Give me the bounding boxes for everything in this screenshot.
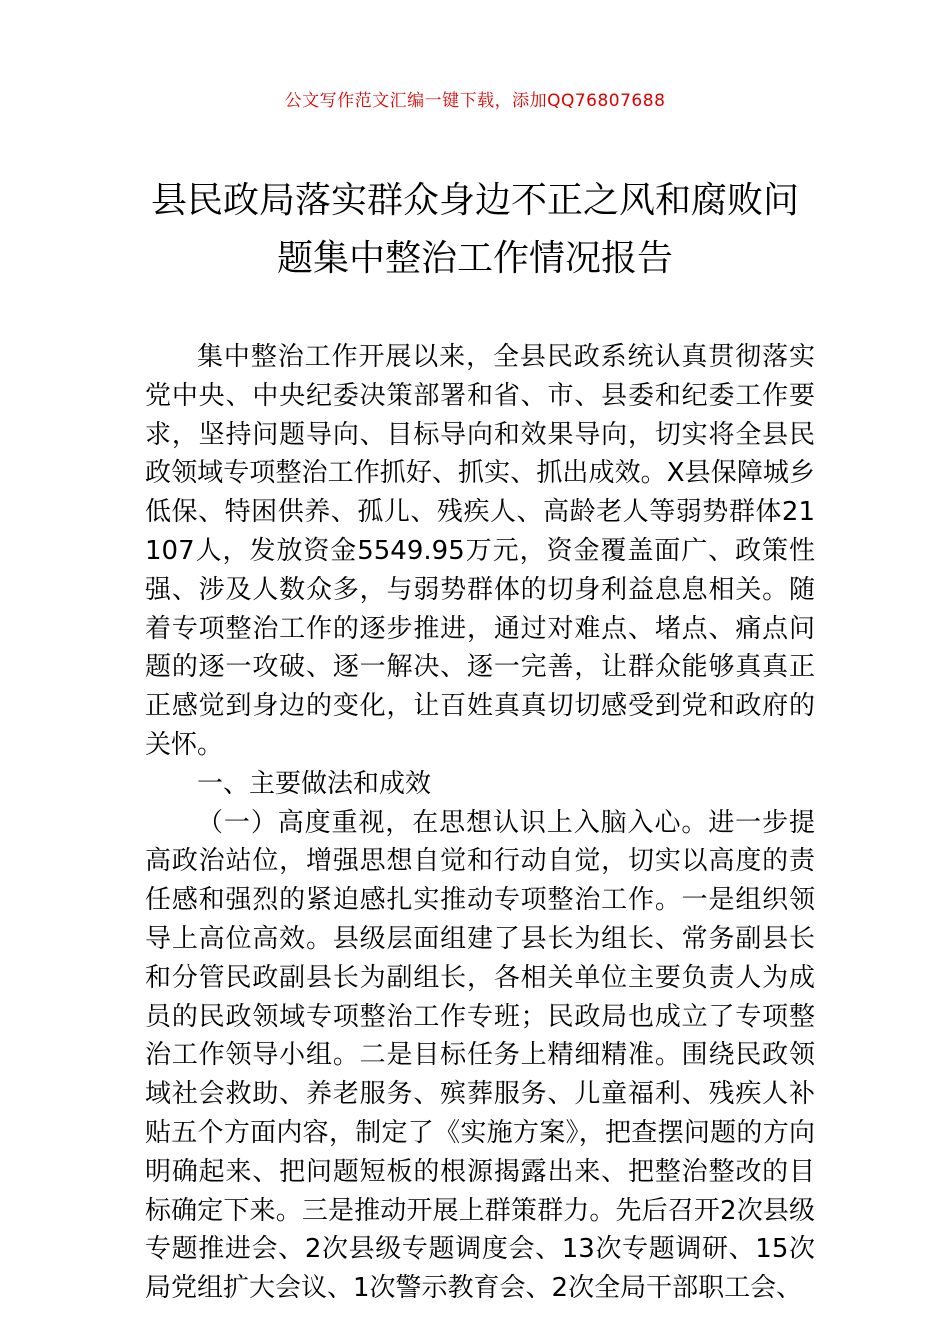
section-heading: 一、主要做法和成效 bbox=[197, 768, 432, 799]
title-line-2: 题集中整治工作情况报告 bbox=[276, 238, 673, 279]
title-line-1: 县民政局落实群众身边不正之风和腐败问 bbox=[150, 180, 799, 221]
intro-paragraph: 集中整治工作开展以来，全县民政系统认真贯彻落实党中央、中央纪委决策部署和省、市、县委和纪委工作要求，坚持问题导向、目标导向和效果导向，切实将全县民政领域专项整治工作抓好、抓实、抓出成效。X县保障城乡低保、特困供养、孤儿、残疾人、高龄老人等弱势群体21107人，发放资金5549.95万元，资金覆盖面广、政策性强、涉及人数众多，与弱势群体的切身利益息息相关。随着专项整治工作的逐步推进，通过对难点、堵点、痛点问题的逐一攻破、逐一解决、逐一完善，让群众能够真真正正感觉到身边的变化，让百姓真真切切感受到党和政府的关怀。 bbox=[145, 342, 815, 760]
report-body bbox=[145, 338, 815, 1308]
download-banner[interactable]: 公文写作范文汇编一键下载，添加QQ76807688 bbox=[284, 91, 666, 111]
section-paragraph: （一）高度重视，在思想认识上入脑入心。进一步提高政治站位，增强思想自觉和行动自觉，切实以高度的责任感和强烈的紧迫感扎实推动专项整治工作。一是组织领导上高位高效。县级层面组建了县长为组长、常务副县长和分管民政副县长为副组长，各相关单位主要负责人为成员的民政领域专项整治工作专班；民政局也成立了专项整治工作领导小组。二是目标任务上精细精准。围绕民政领域社会救助、养老服务、殡葬服务、儿童福利、残疾人补贴五个方面内容，制定了《实施方案》，把查摆问题的方向明确起来、把问题短板的根源揭露出来、把整治整改的目标确定下来。三是推动开展上群策群力。先后召开2次县级专题推进会、2次县级专题调度会、13次专题调研、15次局党组扩大会议、1次警示教育会、2次全局干部职工会、 bbox=[145, 807, 815, 1304]
report-title bbox=[120, 172, 830, 288]
